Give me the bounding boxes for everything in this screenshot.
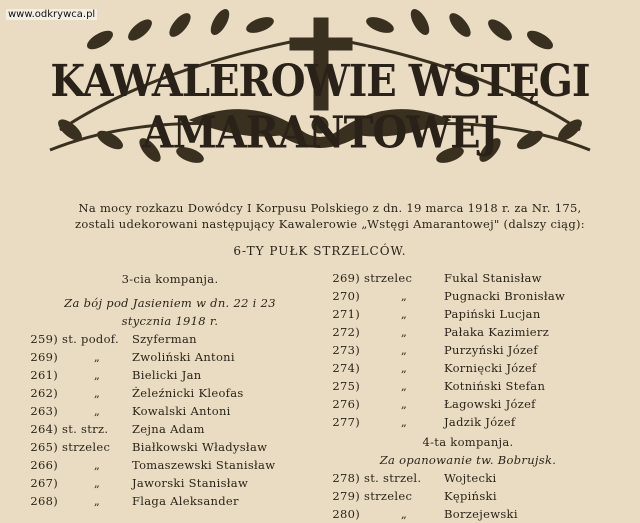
roster-name: Borzejewski bbox=[444, 507, 518, 521]
roster-rank: st. strz. bbox=[62, 422, 109, 436]
roster-num: 269) bbox=[332, 271, 360, 285]
roster-num: 272) bbox=[332, 325, 360, 339]
roster-rank: „ bbox=[93, 386, 101, 400]
roster-name: Kornięcki Józef bbox=[444, 361, 537, 375]
roster-rank: „ bbox=[400, 379, 408, 393]
roster-name: Zejna Adam bbox=[132, 422, 205, 436]
roster-row bbox=[318, 341, 618, 359]
roster-row bbox=[20, 402, 320, 420]
roster-num: 261) bbox=[30, 368, 58, 382]
roster-row bbox=[318, 395, 618, 413]
roster-row bbox=[20, 384, 320, 402]
left-column bbox=[20, 270, 320, 510]
roster-row bbox=[20, 474, 320, 492]
regiment-heading: 6-TY PUŁK STRZELCÓW. bbox=[233, 244, 407, 258]
roster-num: 279) bbox=[332, 489, 360, 503]
roster-row bbox=[318, 469, 618, 487]
roster-num: 262) bbox=[30, 386, 58, 400]
roster-rank: „ bbox=[400, 507, 408, 521]
roster-name: Jadzik Józef bbox=[444, 415, 516, 429]
roster-row bbox=[318, 505, 618, 523]
roster-name: Kępiński bbox=[444, 489, 497, 503]
roster-row bbox=[318, 269, 618, 287]
intro-text bbox=[50, 200, 610, 232]
battle-heading: stycznia 1918 r. bbox=[121, 314, 219, 328]
roster-name: Kotniński Stefan bbox=[444, 379, 546, 393]
roster-name: Wojtecki bbox=[444, 471, 497, 485]
roster-name: Kowalski Antoni bbox=[132, 404, 231, 418]
roster-name: Papiński Lucjan bbox=[444, 307, 541, 321]
roster-name: Pugnacki Bronisław bbox=[444, 289, 566, 303]
battle-heading: Za opanowanie tw. Bobrujsk. bbox=[379, 453, 557, 467]
roster-row bbox=[318, 287, 618, 305]
roster-num: 276) bbox=[332, 397, 360, 411]
roster-name: Flaga Aleksander bbox=[132, 494, 239, 508]
roster-row bbox=[318, 359, 618, 377]
page-title: KAWALEROWIE WSTĘGI AMARANTOWEJ bbox=[50, 55, 590, 159]
roster-rank: „ bbox=[400, 325, 408, 339]
intro-line: zostali udekorowani następujący Kawalerowie „Wstęgi Amarantowej" (dalszy ciąg): bbox=[75, 217, 585, 231]
roster-name: Tomaszewski Stanisław bbox=[132, 458, 276, 472]
roster-num: 270) bbox=[332, 289, 360, 303]
battle-heading: Za bój pod Jasieniem w dn. 22 i 23 bbox=[64, 296, 276, 310]
roster-rank: „ bbox=[93, 458, 101, 472]
roster-name: Bielicki Jan bbox=[132, 368, 202, 382]
roster-row bbox=[20, 420, 320, 438]
roster-row bbox=[20, 330, 320, 348]
header-ornament bbox=[0, 0, 640, 178]
roster-row bbox=[20, 492, 320, 510]
roster-rank: „ bbox=[93, 368, 101, 382]
roster-list bbox=[20, 330, 320, 510]
roster-rank: „ bbox=[400, 307, 408, 321]
roster-num: 274) bbox=[332, 361, 360, 375]
roster-rank: strzelec bbox=[364, 489, 413, 503]
roster-name: Łagowski Józef bbox=[444, 397, 536, 411]
roster-rank: „ bbox=[93, 404, 101, 418]
roster-rank: „ bbox=[400, 397, 408, 411]
roster-num: 273) bbox=[332, 343, 360, 357]
roster-num: 265) bbox=[30, 440, 58, 454]
roster-name: Szyferman bbox=[132, 332, 197, 346]
roster-rank: strzelec bbox=[364, 271, 413, 285]
roster-num: 278) bbox=[332, 471, 360, 485]
roster-row bbox=[20, 348, 320, 366]
roster-name: Purzyński Józef bbox=[444, 343, 538, 357]
intro-line: Na mocy rozkazu Dowódcy I Korpusu Polskiego z dn. 19 marca 1918 r. za Nr. 175, bbox=[78, 201, 582, 215]
roster-row bbox=[20, 366, 320, 384]
roster-row bbox=[318, 305, 618, 323]
roster-rank: „ bbox=[400, 343, 408, 357]
roster-row bbox=[318, 487, 618, 505]
roster-num: 267) bbox=[30, 476, 58, 490]
roster-name: Białkowski Władysław bbox=[132, 440, 268, 454]
roster-name: Zwoliński Antoni bbox=[132, 350, 235, 364]
roster-name: Pałaka Kazimierz bbox=[444, 325, 550, 339]
company-heading: 3-cia kompanja. bbox=[121, 272, 219, 286]
roster-num: 271) bbox=[332, 307, 360, 321]
roster-rank: „ bbox=[400, 289, 408, 303]
roster-rank: „ bbox=[93, 494, 101, 508]
roster-num: 277) bbox=[332, 415, 360, 429]
roster-list bbox=[318, 469, 618, 523]
roster-rank: „ bbox=[93, 476, 101, 490]
roster-num: 264) bbox=[30, 422, 58, 436]
roster-num: 259) bbox=[30, 332, 58, 346]
roster-rank: strzelec bbox=[62, 440, 111, 454]
right-column bbox=[318, 269, 618, 523]
company-heading: 4-ta kompanja. bbox=[422, 435, 514, 449]
roster-name: Jaworski Stanisław bbox=[132, 476, 249, 490]
roster-list bbox=[318, 269, 618, 431]
roster-rank: „ bbox=[400, 415, 408, 429]
roster-row bbox=[318, 377, 618, 395]
roster-row bbox=[20, 438, 320, 456]
roster-row bbox=[318, 413, 618, 431]
roster-rank: st. strzel. bbox=[364, 471, 422, 485]
roster-num: 263) bbox=[30, 404, 58, 418]
roster-num: 269) bbox=[30, 350, 58, 364]
roster-rank: „ bbox=[400, 361, 408, 375]
roster-num: 275) bbox=[332, 379, 360, 393]
roster-row bbox=[318, 323, 618, 341]
roster-name: Żeleźnicki Kleofas bbox=[132, 386, 244, 400]
roster-row bbox=[20, 456, 320, 474]
roster-num: 268) bbox=[30, 494, 58, 508]
roster-rank: st. podof. bbox=[62, 332, 119, 346]
roster-num: 280) bbox=[332, 507, 360, 521]
roster-name: Fukal Stanisław bbox=[444, 271, 542, 285]
watermark: www.odkrywca.pl bbox=[8, 9, 96, 20]
roster-num: 266) bbox=[30, 458, 58, 472]
roster-rank: „ bbox=[93, 350, 101, 364]
